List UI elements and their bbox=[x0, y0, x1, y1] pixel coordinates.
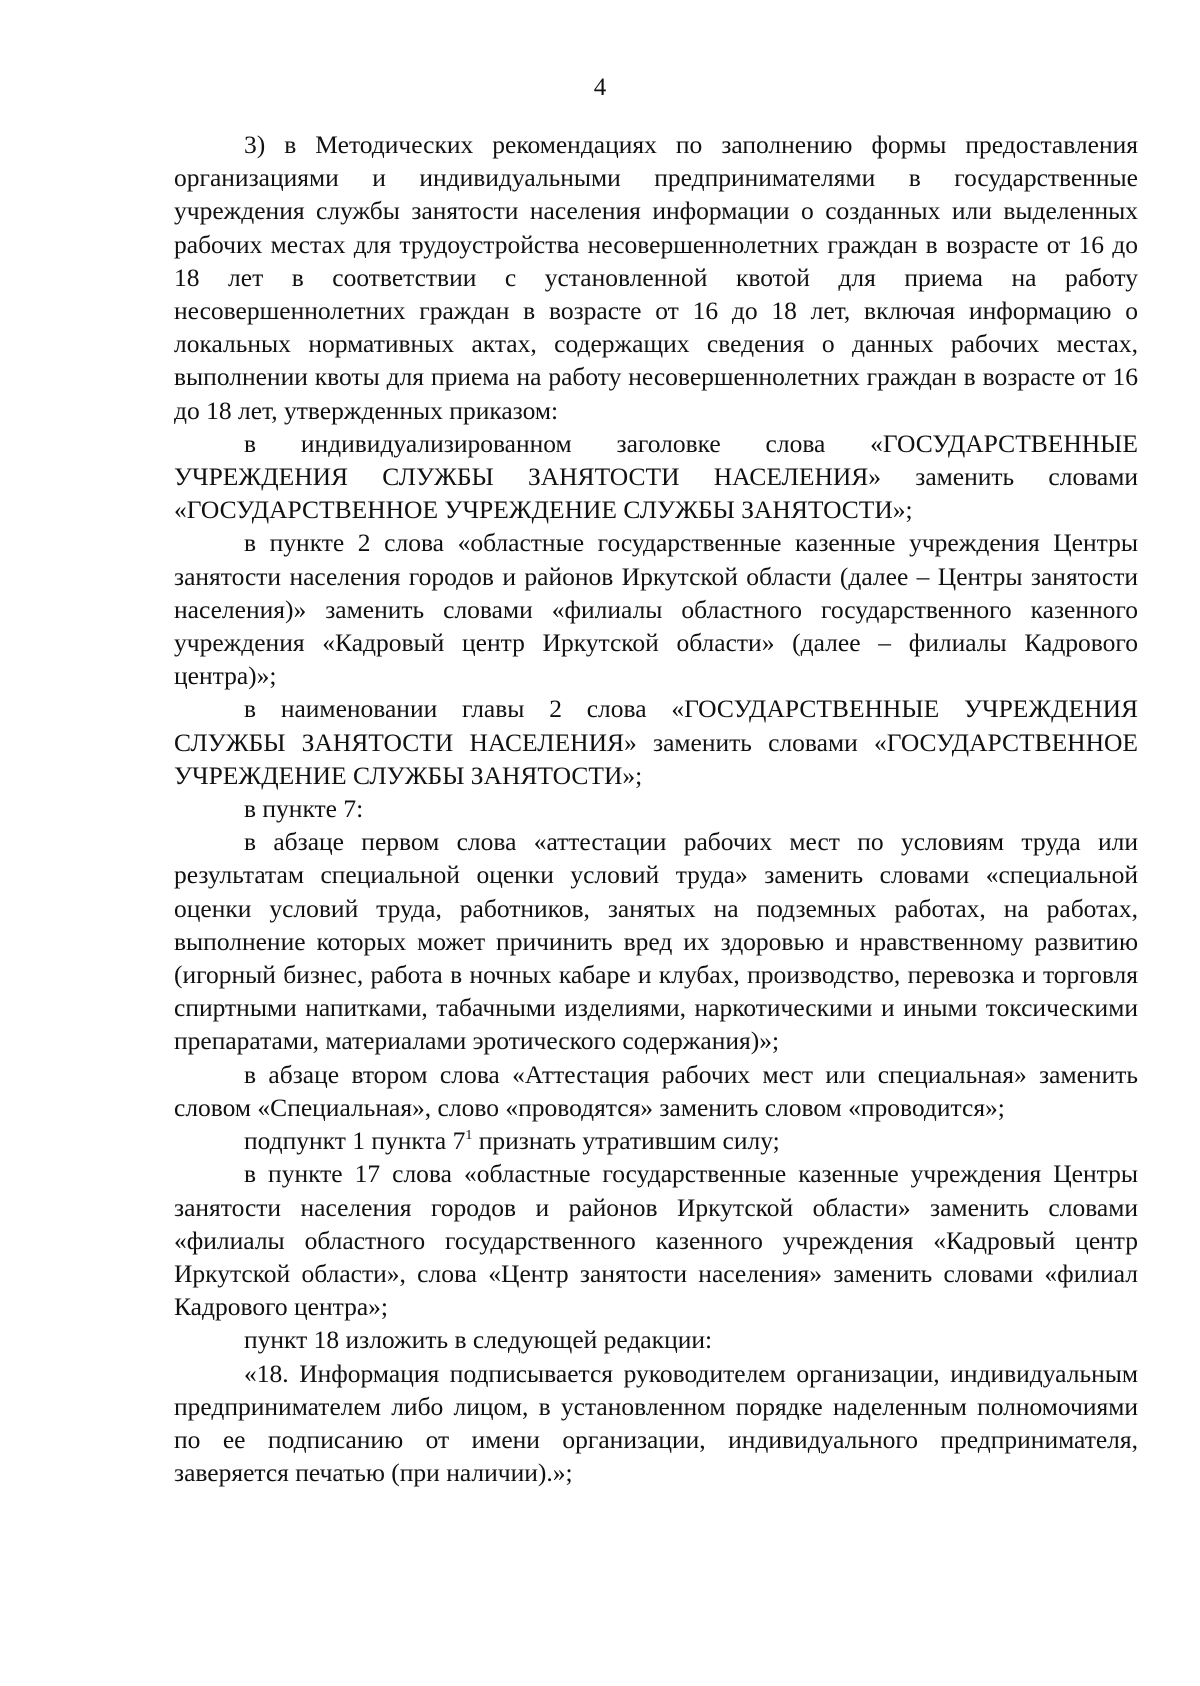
paragraph-title-replacement: в индивидуализированном заголовке слова «ГОСУДАРСТВЕННЫЕ УЧРЕЖДЕНИЯ СЛУЖБЫ ЗАНЯТОСТИ НАСЕЛЕНИЯ» заменить словами «ГОСУДАРСТВЕННОЕ УЧРЕЖДЕНИЕ СЛУЖБЫ ЗАНЯТОСТИ»; bbox=[174, 428, 1138, 525]
superscript-marker: 1 bbox=[465, 1128, 473, 1144]
paragraph-item-7-first-abzac: в абзаце первом слова «аттестации рабочих мест по условиям труда или результатам специальной оценки условий труда» заменить словами «специальной оценки условий труда, работников, занятых на подземных работах, на работах, выполнение которых может причинить вред их здоровью и нравственному развитию (игорный бизнес, работа в ночных кабаре и клубах, производство, перевозка и торговля спиртными напитками, табачными изделиями, наркотическими и иными токсическими препаратами, материалами эротического содержания)»; bbox=[174, 827, 1138, 1056]
paragraph-item-2: в пункте 2 слова «областные государственные казенные учреждения Центры занятости населения городов и районов Иркутской области (далее – Центры занятости населения)» заменить словами «филиалы областного государственного казенного учреждения «Кадровый центр Иркутской области» (далее – филиалы Кадрового центра)»; bbox=[174, 528, 1138, 691]
subitem-text-after: признать утратившим силу; bbox=[472, 1126, 780, 1156]
paragraph-intro-methodical-recommendations: 3) в Методических рекомендациях по заполнению формы предоставления организациями и индивидуальными предпринимателями в государственные учреждения службы занятости населения информации о созданных или выделенных рабочих местах для трудоустройства несовершеннолетних граждан в возрасте от 16 до 18 лет в соответствии с установленной квотой для приема на работу несовершеннолетних граждан в возрасте от 16 до 18 лет, включая информацию о локальных нормативных актах, содержащих сведения о данных рабочих местах, выполнении квоты для приема на работу несовершеннолетних граждан в возрасте от 16 до 18 лет, утвержденных приказом: bbox=[174, 130, 1138, 425]
page-number: 4 bbox=[593, 74, 607, 101]
paragraph-item-17: в пункте 17 слова «областные государственные казенные учреждения Центры занятости населения городов и районов Иркутской области» заменить словами «филиалы областного государственного казенного учреждения «Кадровый центр Иркутской области», слова «Центр занятости населения» заменить словами «филиал Кадрового центра»; bbox=[174, 1159, 1138, 1322]
document-body bbox=[174, 128, 1138, 1489]
paragraph-subitem-7-1-invalid bbox=[174, 1124, 1138, 1157]
subitem-text-before: подпункт 1 пункта 7 bbox=[244, 1126, 466, 1156]
paragraph-chapter-2-title: в наименовании главы 2 слова «ГОСУДАРСТВЕННЫЕ УЧРЕЖДЕНИЯ СЛУЖБЫ ЗАНЯТОСТИ НАСЕЛЕНИЯ» заменить словами «ГОСУДАРСТВЕННОЕ УЧРЕЖДЕНИЕ СЛУЖБЫ ЗАНЯТОСТИ»; bbox=[174, 694, 1138, 790]
paragraph-item-7-second-abzac: в абзаце втором слова «Аттестация рабочих мест или специальная» заменить словом «Специальная», слово «проводятся» заменить словом «проводится»; bbox=[174, 1059, 1138, 1122]
paragraph-item-18-intro: пункт 18 изложить в следующей редакции: bbox=[244, 1325, 713, 1355]
paragraph-item-7: в пункте 7: bbox=[244, 794, 364, 824]
paragraph-item-18-new-text: «18. Информация подписывается руководителем организации, индивидуальным предпринимателем либо лицом, в установленном порядке наделенным полномочиями по ее подписанию от имени организации, индивидуального предпринимателя, заверяется печатью (при наличии).»; bbox=[174, 1358, 1138, 1488]
